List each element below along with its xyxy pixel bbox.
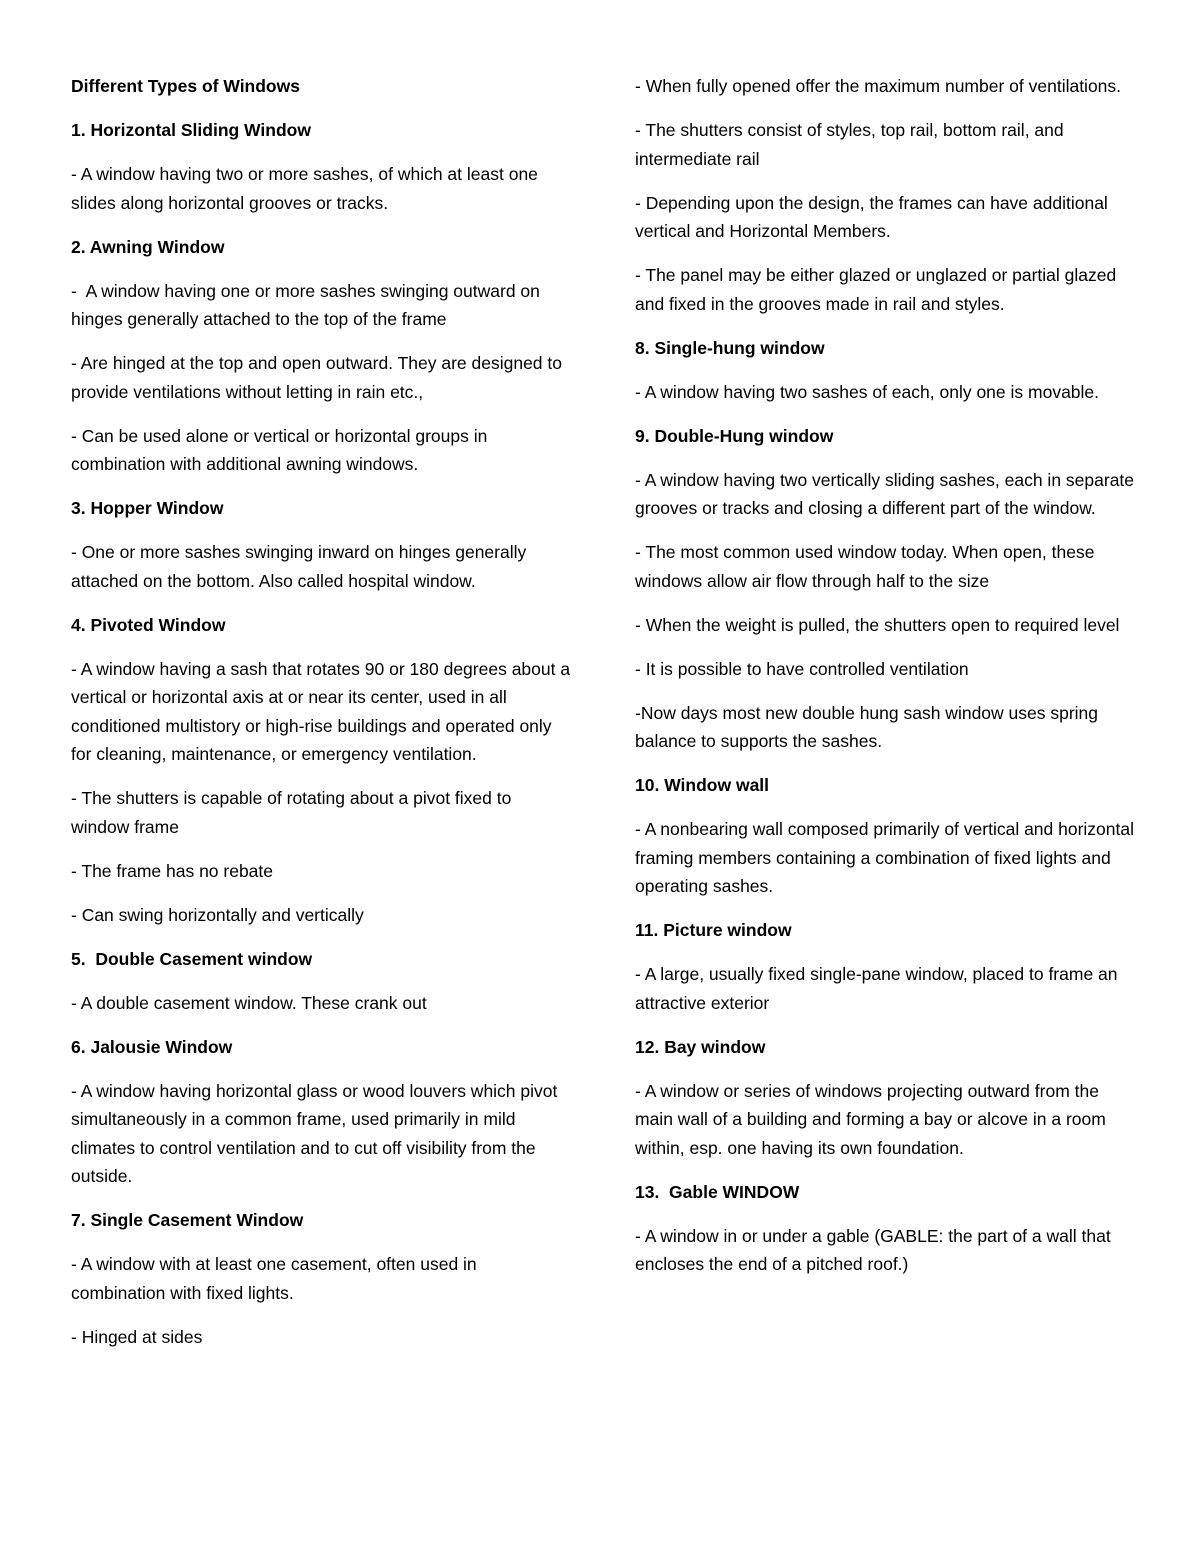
document-title: Different Types of Windows — [71, 76, 300, 96]
body-paragraph: - When fully opened offer the maximum number of ventilations. — [635, 76, 1122, 96]
section-heading: 9. Double-Hung window — [635, 425, 834, 446]
body-paragraph: - One or more sashes swinging inward on hinges generally attached on the bottom. Also called hospital window. — [71, 542, 532, 591]
right-column-content — [635, 72, 1139, 1279]
section-heading: 2. Awning Window — [71, 236, 225, 257]
body-paragraph: - A nonbearing wall composed primarily of vertical and horizontal framing members containing a combination of fixed lights and operating sashes. — [635, 819, 1139, 896]
section-heading: 4. Pivoted Window — [71, 614, 226, 635]
section-heading: 6. Jalousie Window — [71, 1036, 233, 1057]
right-column — [635, 72, 1139, 1294]
body-paragraph: - Hinged at sides — [71, 1326, 203, 1347]
body-paragraph: - A window with at least one casement, often used in combination with fixed lights. — [71, 1254, 482, 1303]
body-paragraph: - A window having two or more sashes, of which at least one slides along horizontal grooves or tracks. — [71, 164, 543, 213]
body-paragraph: - A window in or under a gable (GABLE: the part of a wall that encloses the end of a pitched roof.) — [635, 1225, 1116, 1274]
left-column — [71, 72, 575, 1367]
body-paragraph: - The frame has no rebate — [71, 860, 274, 881]
section-heading: 13. Gable WINDOW — [635, 1181, 800, 1202]
section-heading: 7. Single Casement Window — [71, 1210, 304, 1230]
body-paragraph: - Are hinged at the top and open outward. They are designed to provide ventilations without letting in rain etc., — [71, 353, 567, 402]
body-paragraph: - The shutters is capable of rotating about a pivot fixed to window frame — [71, 788, 517, 837]
body-paragraph: - The most common used window today. When open, these windows allow air flow through half to the size — [635, 542, 1100, 591]
body-paragraph: - Can be used alone or vertical or horizontal groups in combination with additional awning windows. — [71, 425, 493, 474]
body-paragraph: - When the weight is pulled, the shutters open to required level — [635, 614, 1120, 635]
body-paragraph: - A large, usually fixed single-pane window, placed to frame an attractive exterior — [635, 964, 1123, 1013]
body-paragraph: - A double casement window. These crank out — [71, 992, 427, 1013]
body-paragraph: - A window having a sash that rotates 90 or 180 degrees about a vertical or horizontal axis at or near its center, used in all conditioned multistory or high-rise buildings and operated only for cleaning, maintenance, or emergency ventilation. — [71, 658, 575, 764]
section-heading: 3. Hopper Window — [71, 498, 224, 518]
body-paragraph: - Can swing horizontally and vertically — [71, 904, 364, 925]
body-paragraph: - Depending upon the design, the frames can have additional vertical and Horizontal Members. — [635, 192, 1113, 241]
body-paragraph: - A window having one or more sashes swinging outward on hinges generally attached to the top of the frame — [71, 280, 545, 329]
body-paragraph: - A window or series of windows projecting outward from the main wall of a building and forming a bay or alcove in a room within, esp. one having its own foundation. — [635, 1080, 1111, 1158]
body-paragraph: - It is possible to have controlled ventilation — [635, 658, 969, 679]
section-heading: 1. Horizontal Sliding Window — [71, 120, 311, 140]
section-heading: 8. Single-hung window — [635, 337, 825, 358]
section-heading: 5. Double Casement window — [71, 948, 313, 969]
left-column-content — [71, 116, 575, 1351]
section-heading: 11. Picture window — [635, 920, 792, 940]
body-paragraph: -Now days most new double hung sash window uses spring balance to supports the sashes. — [635, 702, 1103, 751]
body-paragraph: - A window having two vertically sliding sashes, each in separate grooves or tracks and closing a different part of the window. — [635, 469, 1139, 518]
body-paragraph: - The shutters consist of styles, top rail, bottom rail, and intermediate rail — [635, 120, 1069, 169]
body-paragraph: - A window having horizontal glass or wood louvers which pivot simultaneously in a common frame, used primarily in mild climates to control ventilation and to cut off visibility from the outside. — [71, 1080, 563, 1186]
section-heading: 10. Window wall — [635, 775, 770, 795]
body-paragraph: - The panel may be either glazed or unglazed or partial glazed and fixed in the grooves made in rail and styles. — [635, 265, 1122, 314]
section-heading: 12. Bay window — [635, 1036, 766, 1057]
body-paragraph: - A window having two sashes of each, only one is movable. — [635, 381, 1100, 402]
